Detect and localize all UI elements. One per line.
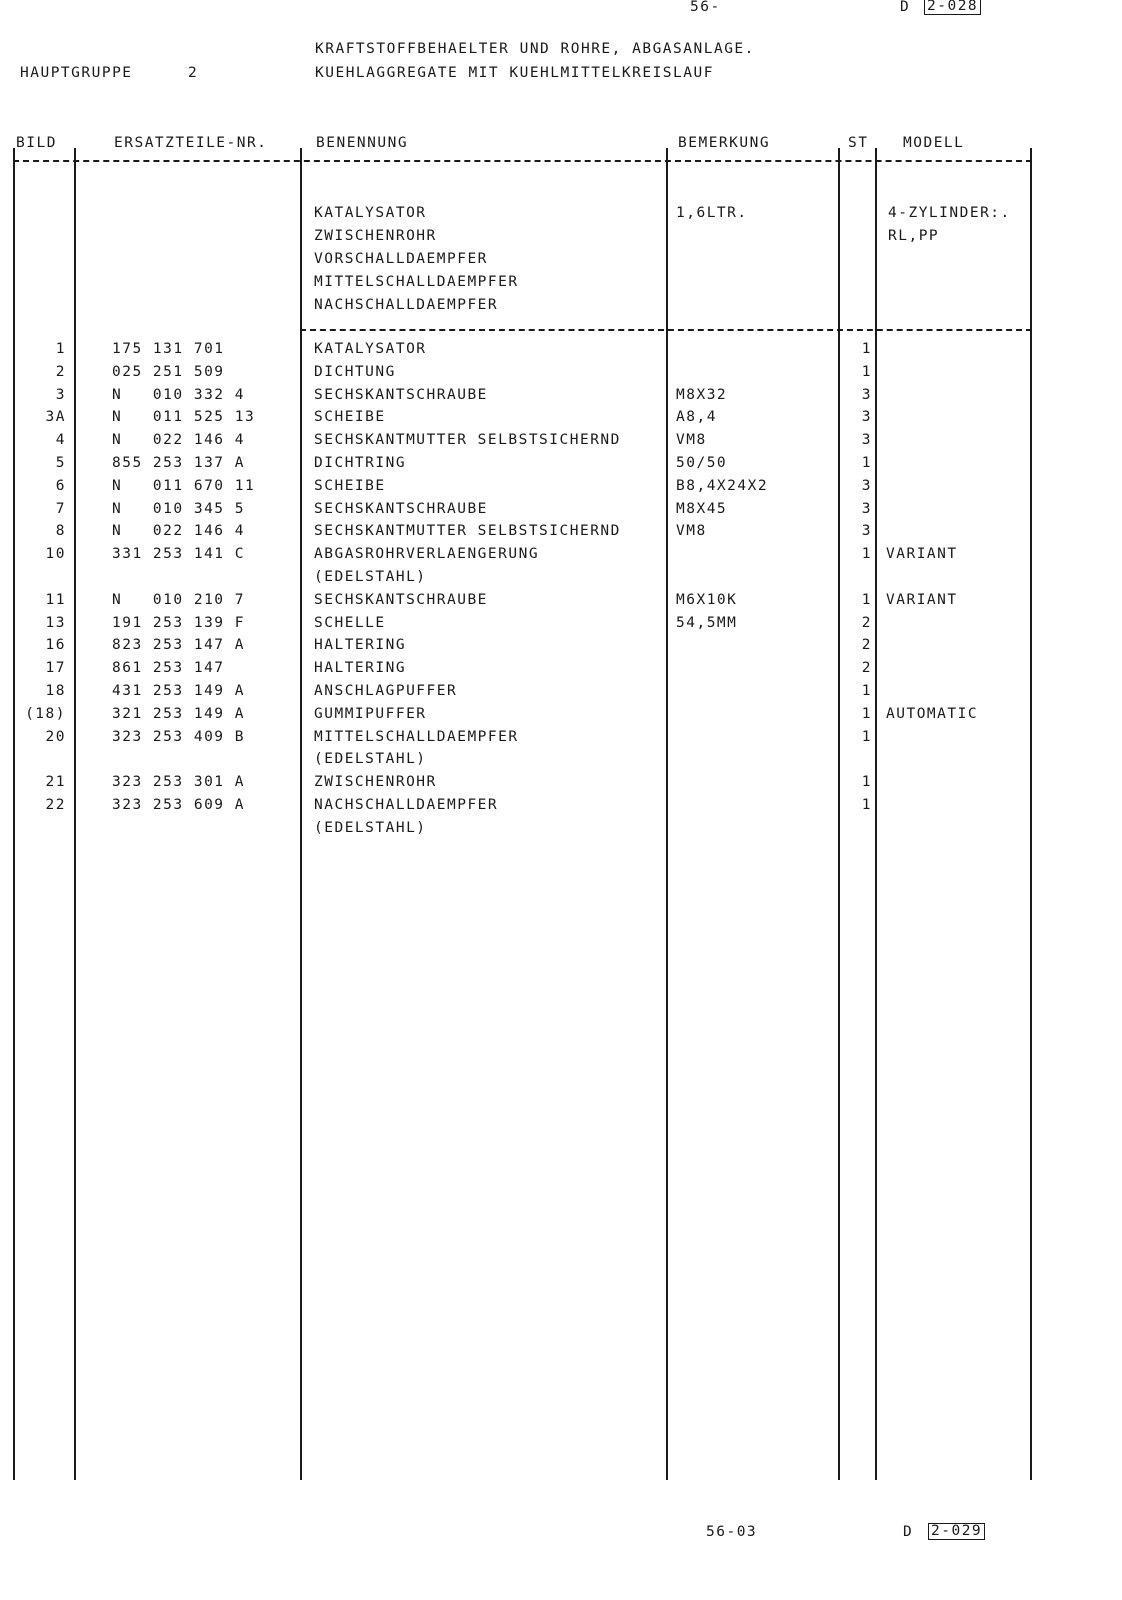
cell-st: 1 — [861, 592, 872, 608]
cell-part-number: N 022 146 4 — [112, 432, 245, 448]
cell-part-number: 823 253 147 A — [112, 637, 245, 653]
cell-benennung: SCHEIBE — [314, 478, 386, 494]
hauptgruppe-label: HAUPTGRUPPE — [20, 65, 133, 81]
cell-part-number: 175 131 701 — [112, 341, 225, 357]
col-header-nr: ERSATZTEILE-NR. — [114, 135, 268, 151]
cell-bild: 20 — [45, 729, 66, 745]
cell-part-number: N 011 525 13 — [112, 409, 256, 425]
cell-bild: 8 — [55, 523, 66, 539]
cell-bild: 3A — [45, 409, 66, 425]
cell-bemerkung: B8,4X24X2 — [676, 478, 769, 494]
cell-bild: 4 — [55, 432, 66, 448]
summary-item: MITTELSCHALLDAEMPFER — [314, 274, 519, 290]
hauptgruppe-value: 2 — [188, 65, 199, 81]
cell-bild: 11 — [45, 592, 66, 608]
top-d-label: D — [900, 0, 911, 15]
cell-bild: 13 — [45, 615, 66, 631]
cell-st: 1 — [861, 797, 872, 813]
bottom-page-number: 56-03 — [706, 1524, 758, 1540]
top-page-ref: 56- — [690, 0, 721, 15]
cell-st: 3 — [861, 501, 872, 517]
summary-item: KATALYSATOR — [314, 205, 427, 221]
col-header-st: ST — [848, 135, 869, 151]
col-header-modell: MODELL — [903, 135, 965, 151]
cell-benennung: MITTELSCHALLDAEMPFER — [314, 729, 519, 745]
rule-benennung — [666, 148, 668, 1480]
cell-benennung: SECHSKANTMUTTER SELBSTSICHERND — [314, 523, 621, 539]
bottom-d-label: D — [903, 1524, 914, 1540]
cell-benennung: HALTERING — [314, 637, 407, 653]
cell-benennung: SCHELLE — [314, 615, 386, 631]
cell-st: 3 — [861, 432, 872, 448]
cell-st: 1 — [861, 455, 872, 471]
cell-bemerkung: 54,5MM — [676, 615, 738, 631]
cell-st: 3 — [861, 387, 872, 403]
rule-nr — [300, 148, 302, 1480]
cell-bild: 17 — [45, 660, 66, 676]
title-line-2: KUEHLAGGREGATE MIT KUEHLMITTELKREISLAUF — [315, 65, 714, 81]
title-line-1: KRAFTSTOFFBEHAELTER UND ROHRE, ABGASANLAGE. — [315, 41, 755, 57]
cell-modell: VARIANT — [886, 546, 958, 562]
cell-benennung: ZWISCHENROHR — [314, 774, 437, 790]
cell-bild: 1 — [55, 341, 66, 357]
cell-bild: 16 — [45, 637, 66, 653]
summary-modell-1: 4-ZYLINDER:. — [888, 205, 1011, 221]
cell-benennung: ANSCHLAGPUFFER — [314, 683, 458, 699]
cell-benennung: SECHSKANTMUTTER SELBSTSICHERND — [314, 432, 621, 448]
top-page-code: 2-028 — [924, 0, 981, 15]
cell-bild: 21 — [45, 774, 66, 790]
cell-benennung: SECHSKANTSCHRAUBE — [314, 501, 488, 517]
bottom-page-code: 2-029 — [928, 1523, 985, 1540]
rule-st — [875, 148, 877, 1480]
cell-bild: (18) — [25, 706, 66, 722]
cell-st: 2 — [861, 615, 872, 631]
cell-bemerkung: M8X45 — [676, 501, 728, 517]
cell-st: 3 — [861, 478, 872, 494]
cell-benennung: NACHSCHALLDAEMPFER — [314, 797, 499, 813]
cell-part-number: 323 253 609 A — [112, 797, 245, 813]
cell-part-number: N 010 345 5 — [112, 501, 245, 517]
cell-st: 1 — [861, 706, 872, 722]
cell-part-number: N 010 332 4 — [112, 387, 245, 403]
cell-part-number: 323 253 301 A — [112, 774, 245, 790]
cell-bild: 18 — [45, 683, 66, 699]
cell-part-number: 323 253 409 B — [112, 729, 245, 745]
col-header-bild: BILD — [16, 135, 57, 151]
cell-benennung: SECHSKANTSCHRAUBE — [314, 387, 488, 403]
cell-bild: 22 — [45, 797, 66, 813]
cell-part-number: 331 253 141 C — [112, 546, 245, 562]
cell-benennung: KATALYSATOR — [314, 341, 427, 357]
cell-benennung: ABGASROHRVERLAENGERUNG — [314, 546, 540, 562]
col-header-bemerkung: BEMERKUNG — [678, 135, 771, 151]
cell-benennung: DICHTUNG — [314, 364, 396, 380]
cell-bemerkung: VM8 — [676, 432, 707, 448]
cell-benennung: SCHEIBE — [314, 409, 386, 425]
summary-bemerkung: 1,6LTR. — [676, 205, 748, 221]
cell-st: 2 — [861, 660, 872, 676]
cell-modell: AUTOMATIC — [886, 706, 979, 722]
cell-benennung: (EDELSTAHL) — [314, 569, 427, 585]
cell-bild: 5 — [55, 455, 66, 471]
cell-part-number: N 010 210 7 — [112, 592, 245, 608]
cell-benennung: (EDELSTAHL) — [314, 751, 427, 767]
cell-part-number: 861 253 147 — [112, 660, 225, 676]
cell-benennung: DICHTRING — [314, 455, 407, 471]
cell-st: 3 — [861, 409, 872, 425]
cell-st: 1 — [861, 683, 872, 699]
summary-separator — [300, 329, 1032, 331]
rule-bild — [74, 148, 76, 1480]
header-separator — [13, 160, 1032, 162]
cell-part-number: 855 253 137 A — [112, 455, 245, 471]
cell-st: 1 — [861, 341, 872, 357]
cell-bild: 3 — [55, 387, 66, 403]
cell-bemerkung: M8X32 — [676, 387, 728, 403]
summary-item: NACHSCHALLDAEMPFER — [314, 297, 499, 313]
summary-item: ZWISCHENROHR — [314, 228, 437, 244]
cell-st: 3 — [861, 523, 872, 539]
cell-part-number: 431 253 149 A — [112, 683, 245, 699]
cell-benennung: GUMMIPUFFER — [314, 706, 427, 722]
cell-bemerkung: VM8 — [676, 523, 707, 539]
cell-part-number: N 022 146 4 — [112, 523, 245, 539]
cell-bild: 6 — [55, 478, 66, 494]
cell-benennung: HALTERING — [314, 660, 407, 676]
cell-part-number: 191 253 139 F — [112, 615, 245, 631]
cell-bemerkung: 50/50 — [676, 455, 728, 471]
cell-part-number: 321 253 149 A — [112, 706, 245, 722]
cell-part-number: 025 251 509 — [112, 364, 225, 380]
rule-right — [1030, 148, 1032, 1480]
cell-bemerkung: A8,4 — [676, 409, 717, 425]
cell-st: 1 — [861, 774, 872, 790]
col-header-benennung: BENENNUNG — [316, 135, 409, 151]
cell-st: 2 — [861, 637, 872, 653]
cell-benennung: (EDELSTAHL) — [314, 820, 427, 836]
summary-modell-2: RL,PP — [888, 228, 940, 244]
cell-bild: 10 — [45, 546, 66, 562]
cell-part-number: N 011 670 11 — [112, 478, 256, 494]
cell-benennung: SECHSKANTSCHRAUBE — [314, 592, 488, 608]
cell-bemerkung: M6X10K — [676, 592, 738, 608]
cell-st: 1 — [861, 546, 872, 562]
cell-modell: VARIANT — [886, 592, 958, 608]
cell-bild: 7 — [55, 501, 66, 517]
cell-st: 1 — [861, 729, 872, 745]
cell-bild: 2 — [55, 364, 66, 380]
summary-item: VORSCHALLDAEMPFER — [314, 251, 488, 267]
cell-st: 1 — [861, 364, 872, 380]
